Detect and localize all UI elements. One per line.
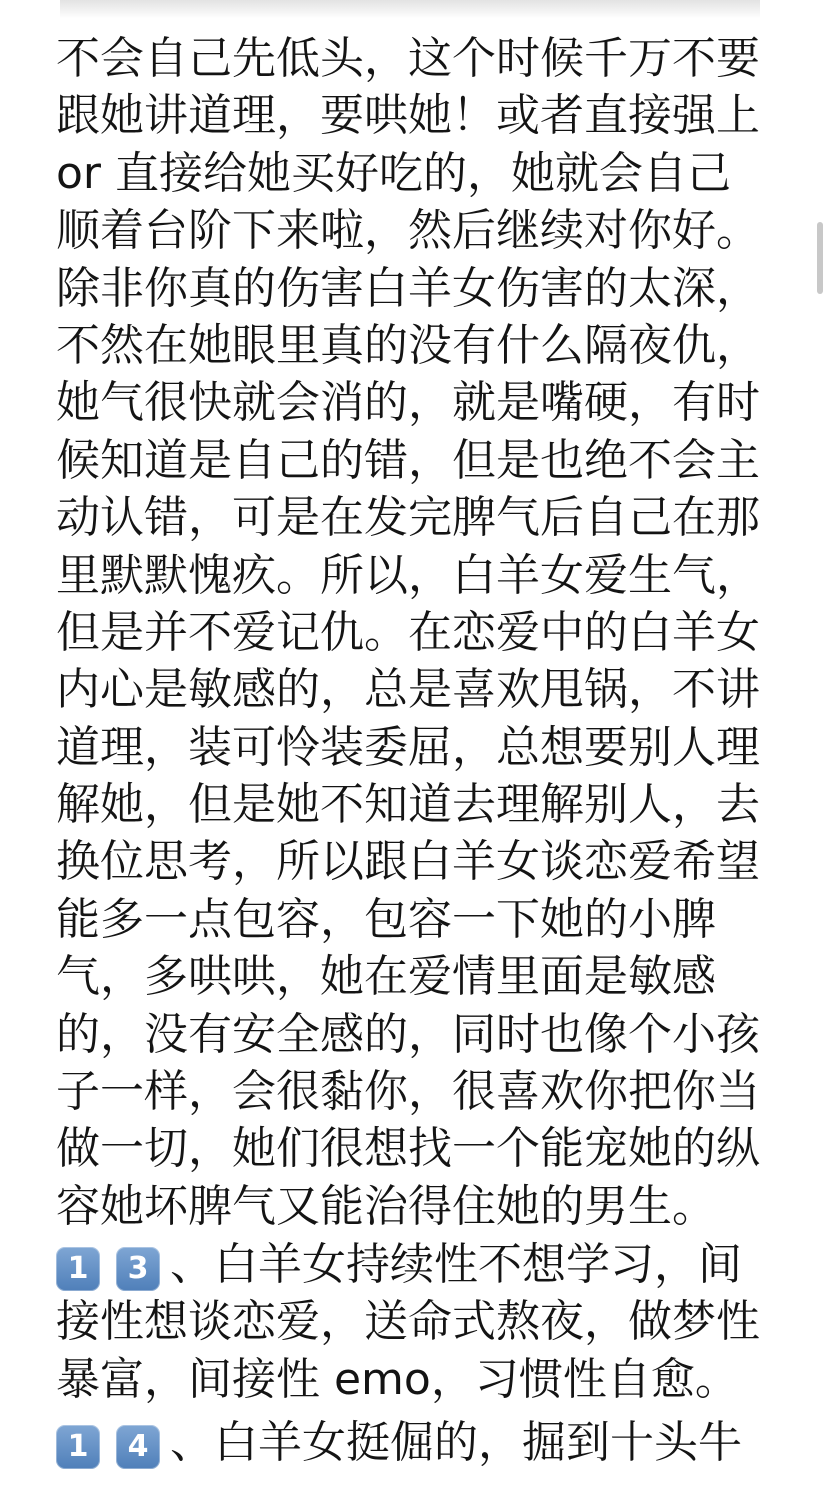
keycap-digit-icon: 4 — [116, 1425, 160, 1469]
paragraph-line: 能多一点包容，包容一下她的小脾 — [56, 893, 716, 945]
list-item-text: 、白羊女持续性不想学习，间 — [170, 1239, 742, 1290]
paragraph-line: 气，多哄哄，她在爱情里面是敏感 — [56, 951, 716, 1003]
keycap-digit-icon: 1 — [56, 1247, 100, 1291]
article-paragraph — [56, 30, 776, 1235]
scrollbar[interactable] — [817, 222, 823, 294]
paragraph-line: 除非你真的伤害白羊女伤害的太深， — [56, 262, 760, 314]
list-item-14 — [56, 1414, 786, 1471]
paragraph-line: 的，没有安全感的，同时也像个小孩 — [56, 1008, 760, 1060]
paragraph-line: 候知道是自己的错，但是也绝不会主 — [56, 434, 760, 486]
paragraph-line: 做一切，她们很想找一个能宠她的纵 — [56, 1123, 760, 1175]
paragraph-line: 里默默愧疚。所以，白羊女爱生气， — [56, 549, 760, 601]
paragraph-line: 但是并不爱记仇。在恋爱中的白羊女 — [56, 606, 760, 658]
keycap-digit-icon: 1 — [56, 1425, 100, 1469]
paragraph-line: 内心是敏感的，总是喜欢甩锅，不讲 — [56, 664, 760, 716]
paragraph-line: or 直接给她买好吃的，她就会自己 — [56, 147, 731, 199]
paragraph-line: 解她，但是她不知道去理解别人，去 — [56, 779, 760, 831]
list-item-line: 接性想谈恋爱，送命式熬夜，做梦性 — [56, 1296, 760, 1348]
paragraph-line: 容她坏脾气又能治得住她的男生。 — [56, 1180, 716, 1232]
keycap-number — [56, 1416, 162, 1473]
cropped-previous-line — [60, 0, 760, 18]
list-item-line — [56, 1414, 786, 1471]
paragraph-line: 跟她讲道理，要哄她！或者直接强上 — [56, 90, 760, 142]
paragraph-line: 道理，装可怜装委屈，总想要别人理 — [56, 721, 760, 773]
paragraph-line: 动认错，可是在发完脾气后自己在那 — [56, 492, 760, 544]
paragraph-line: 子一样，会很黏你，很喜欢你把你当 — [56, 1066, 760, 1118]
paragraph-line: 顺着台阶下来啦，然后继续对你好。 — [56, 205, 760, 257]
list-item-line: 暴富，间接性 emo，习惯性自愈。 — [56, 1353, 739, 1405]
list-item-13 — [56, 1236, 786, 1408]
keycap-digit-icon: 3 — [116, 1247, 160, 1291]
keycap-number — [56, 1238, 162, 1295]
paragraph-line: 她气很快就会消的，就是嘴硬，有时 — [56, 377, 760, 429]
paragraph-line: 不然在她眼里真的没有什么隔夜仇， — [56, 319, 760, 371]
list-item-line — [56, 1236, 786, 1293]
paragraph-line: 换位思考，所以跟白羊女谈恋爱希望 — [56, 836, 760, 888]
list-item-text: 、白羊女挺倔的，掘到十头牛 — [170, 1417, 742, 1468]
paragraph-line: 不会自己先低头，这个时候千万不要 — [56, 33, 760, 84]
